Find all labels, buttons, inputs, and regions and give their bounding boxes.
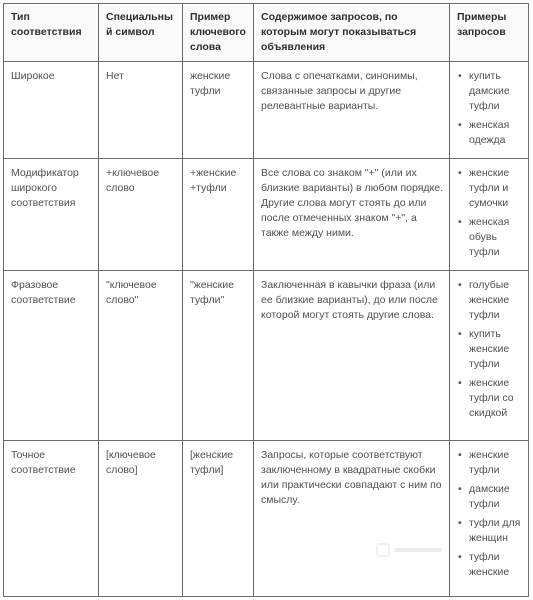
example-item: • голубые женские туфли [457,278,522,323]
cell-match-type: Точное соответствие [4,441,99,597]
example-item: • женские туфли и сумочки [457,166,522,211]
example-item: • туфли для женщин [457,516,522,546]
table-row [4,159,529,271]
example-item: • женская одежда [457,118,522,148]
header-query-examples: Примеры запросов [450,4,529,62]
examples-list [457,448,522,580]
cell-special-symbol: "ключевое слово" [99,271,183,441]
cell-query-content: Заключенная в кавычки фраза (или ее близкие варианты), до или после которой могут стоять другие слова. [254,271,450,441]
example-item: • купить женские туфли [457,327,522,372]
cell-query-content: Слова с опечатками, синонимы, связанные запросы и другие релевантные варианты. [254,62,450,159]
examples-list [457,166,522,260]
cell-query-examples [450,441,529,597]
cell-query-content: Все слова со знаком "+" (или их близкие варианты) в любом порядке. Другие слова могут стоять до или после отмеченных знаком "+", а также между ними. [254,159,450,271]
match-types-table [3,3,529,597]
header-special-symbol: Специальный символ [99,4,183,62]
cell-match-type: Широкое [4,62,99,159]
table-row [4,62,529,159]
watermark-logo-icon [376,540,446,560]
cell-special-symbol: +ключевое слово [99,159,183,271]
cell-query-examples [450,62,529,159]
examples-list [457,69,522,148]
example-item: • купить дамские туфли [457,69,522,114]
example-item: • женские туфли [457,448,522,478]
cell-keyword-example: +женские +туфли [183,159,254,271]
table-row [4,441,529,597]
example-item: • женские туфли со скидкой [457,376,522,421]
table-header-row [4,4,529,62]
cell-special-symbol: Нет [99,62,183,159]
example-item: • дамские туфли [457,482,522,512]
table-row [4,271,529,441]
cell-keyword-example: женские туфли [183,62,254,159]
cell-match-type: Фразовое соответствие [4,271,99,441]
cell-query-content: Запросы, которые соответствуют заключенному в квадратные скобки или практически совпадают с ним по смыслу. [254,441,450,597]
example-item: • женская обувь туфли [457,215,522,260]
cell-query-examples [450,159,529,271]
header-keyword-example: Пример ключевого слова [183,4,254,62]
header-match-type: Тип соответствия [4,4,99,62]
cell-special-symbol: [ключевое слово] [99,441,183,597]
header-query-content: Содержимое запросов, по которым могут показываться объявления [254,4,450,62]
cell-query-examples [450,271,529,441]
cell-keyword-example: "женские туфли" [183,271,254,441]
cell-keyword-example: [женские туфли] [183,441,254,597]
example-item: • туфли женские [457,550,522,580]
cell-match-type: Модификатор широкого соответствия [4,159,99,271]
examples-list [457,278,522,421]
